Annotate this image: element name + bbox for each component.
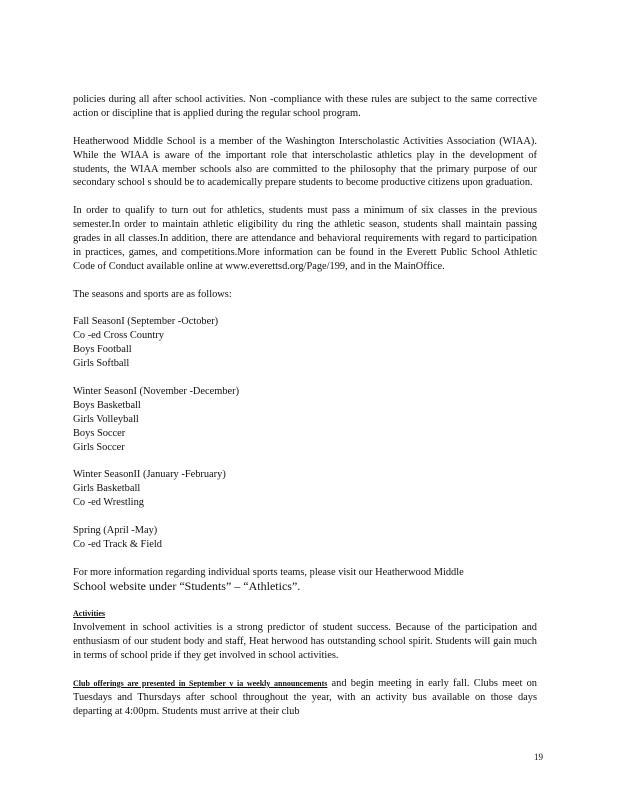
season-title: Fall SeasonI (September -October) [73,316,219,328]
paragraph-conduct: policies during all after school activities. Non -compliance with these rules are subject to the same corrective action or discipline that is applied during the regular school program. [73,94,537,119]
sport-item: Girls Soccer [73,441,125,453]
clubs-paragraph [73,677,537,719]
paragraph-wiaa: Heatherwood Middle School is a member of the Washington Interscholastic Activities Association (WIAA). While the WIAA is aware of the important role that interscholastic athletics play in the development of students, the WIAA member schools also are committed to the philosophy that the primary purpose of our secondary school s should be to academically prepare students to become productive citizens upon graduation. [73,135,537,189]
activities-paragraph: Involvement in school activities is a strong predictor of student success. Because of the participation and enthusiasm of our student body and staff, Heat herwood has outstanding school spirit. Students will gain much in terms of school pride if they get involved in school activities. [73,622,537,662]
season-spring [73,524,537,552]
sport-item: Boys Football [73,344,132,356]
sport-item: Boys Soccer [73,427,126,439]
season-title: Winter SeasonI (November -December) [73,385,240,397]
page-number: 19 [534,752,543,762]
document-page [73,93,537,719]
season-fall [73,315,537,371]
sport-item: Girls Basketball [73,483,141,495]
more-info-line-1: For more information regarding individual sports teams, please visit our Heatherwood Middle [73,566,464,578]
activities-heading: Activities [73,609,105,619]
sport-item: Co -ed Track & Field [73,538,162,550]
sport-item: Girls Volleyball [73,413,139,425]
sport-item: Girls Softball [73,358,130,370]
sport-item: Co -ed Wrestling [73,497,144,509]
season-winter-2 [73,468,537,510]
more-info-line-2: School website under “Students” – “Athletics”. [73,578,301,593]
season-title: Spring (April -May) [73,524,158,536]
sport-item: Co -ed Cross Country [73,330,164,342]
paragraph-seasons-intro: The seasons and sports are as follows: [73,288,232,300]
sport-item: Boys Basketball [73,399,141,411]
season-winter-1 [73,385,537,455]
clubs-body: and begin meeting in early fall. Clubs meet on Tuesdays and Thursdays after school throughout the year, with an activity bus available on those days departing at 4:00pm. Students must arrive at their club [73,677,537,717]
paragraph-eligibility: In order to qualify to turn out for athletics, students must pass a minimum of six classes in the previous semester.In order to maintain athletic eligibility du ring the athletic season, students shall maintain passing grades in all classes.In addition, there are attendance and behavioral requirements with regard to participation in practices, games, and competitions.More information can be found in the Everett Public School Athletic Code of Conduct available online at www.everettsd.org/Page/199, and in the MainOffice. [73,205,537,272]
season-title: Winter SeasonII (January -February) [73,469,226,481]
clubs-heading: Club offerings are presented in September v ia weekly announcements [73,678,328,688]
